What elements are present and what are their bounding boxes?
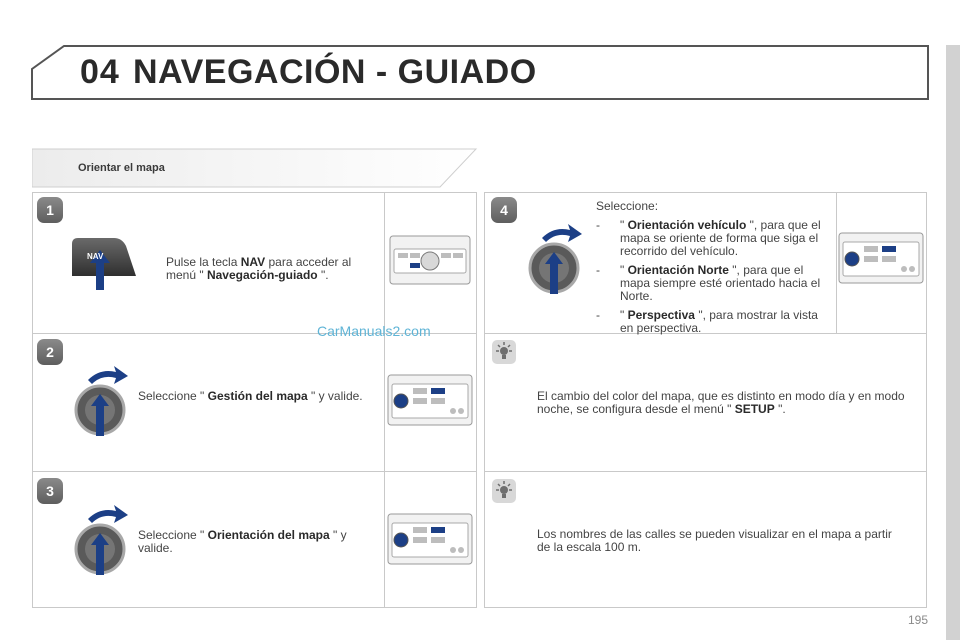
option-list-item: - " Orientación Norte ", para que el mapa siempre esté orientado hacia el Norte. xyxy=(596,263,821,303)
column-divider xyxy=(836,192,837,333)
section-title: Orientar el mapa xyxy=(78,162,165,174)
radio-panel-image xyxy=(838,232,924,284)
step-4-text xyxy=(596,200,830,335)
nav-button-icon xyxy=(70,236,140,292)
step-3-badge: 3 xyxy=(37,478,63,504)
row-divider xyxy=(484,471,927,472)
option-list-item: - " Perspectiva ", para mostrar la vista en perspectiva. xyxy=(596,308,818,335)
radio-panel-image xyxy=(389,235,471,285)
lightbulb-icon xyxy=(492,479,516,503)
chapter-number: 04 xyxy=(80,53,120,91)
step-1-badge: 1 xyxy=(37,197,63,223)
page-edge-bar xyxy=(946,45,960,640)
rotary-knob-icon xyxy=(74,364,134,440)
tip-2-text: Los nombres de las calles se pueden visualizar en el mapa a partir de la escala 100 m. xyxy=(537,527,892,554)
step-2-badge: 2 xyxy=(37,339,63,365)
radio-panel-image xyxy=(387,513,473,565)
step-1-text: Pulse la tecla NAV para acceder al menú " Navegación-guiado ". xyxy=(166,255,352,282)
step-4-badge: 4 xyxy=(491,197,517,223)
radio-panel-image xyxy=(387,374,473,426)
chapter-title: NAVEGACIÓN - GUIADO xyxy=(133,53,537,91)
tip-1-text: El cambio del color del mapa, que es distinto en modo día y en modo noche, se configura desde el menú " SETUP ". xyxy=(537,389,905,416)
column-divider xyxy=(384,192,385,608)
nav-button-label: NAV xyxy=(87,252,104,261)
row-divider xyxy=(32,471,477,472)
step-2-text: Seleccione " Gestión del mapa " y valide. xyxy=(138,389,363,403)
option-list-item: - " Orientación vehículo ", para que el mapa se oriente de forma que siga el recorrido del vehículo. xyxy=(596,218,821,258)
lightbulb-icon xyxy=(492,340,516,364)
watermark: CarManuals2.com xyxy=(317,323,431,339)
step-4-intro: Seleccione: xyxy=(596,199,659,213)
rotary-knob-icon xyxy=(528,222,588,298)
page-number: 195 xyxy=(908,613,929,627)
step-3-text: Seleccione " Orientación del mapa " y valide. xyxy=(138,528,347,555)
rotary-knob-icon xyxy=(74,503,134,579)
